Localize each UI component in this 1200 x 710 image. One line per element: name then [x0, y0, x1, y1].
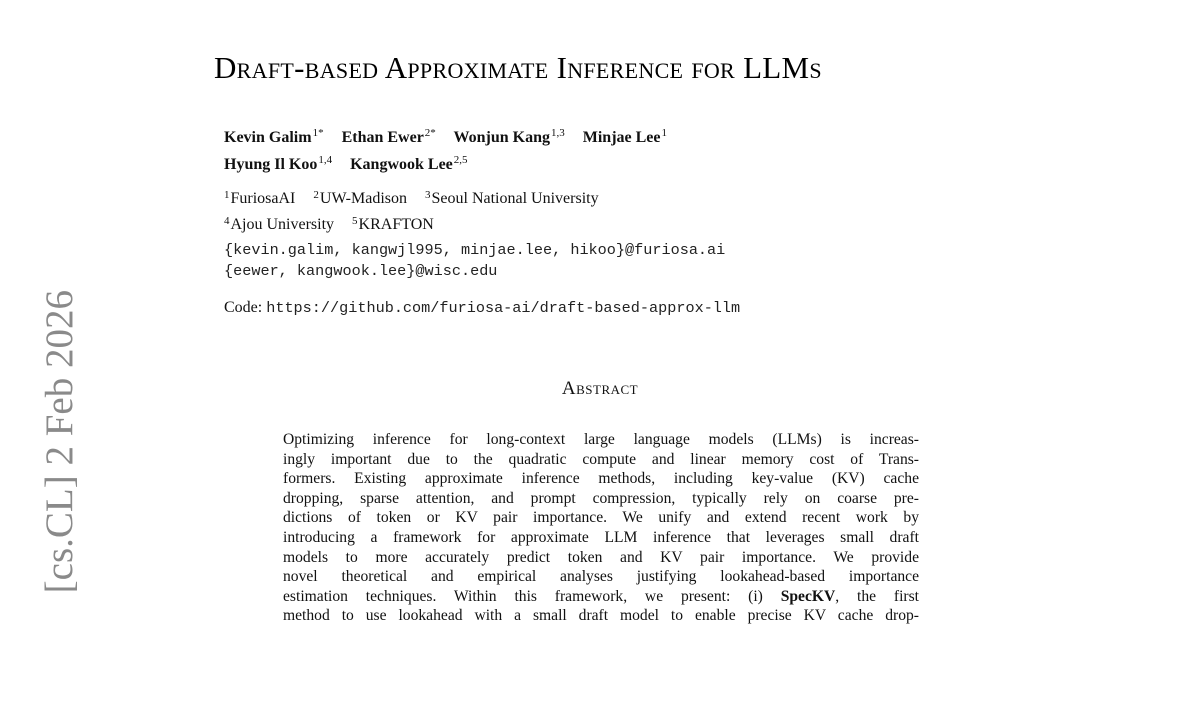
abstract-text — [283, 430, 919, 626]
code-line — [224, 299, 740, 317]
author-list — [224, 122, 681, 176]
affiliation-mark: 5 — [352, 215, 358, 227]
abstract-line: dropping, sparse attention, and prompt compression, typically rely on coarse pre- — [283, 489, 919, 507]
abstract-line-9-end: , the first — [835, 587, 919, 605]
affiliation — [352, 216, 434, 233]
author-affil-mark: 1* — [312, 127, 324, 139]
author-row-1 — [224, 122, 681, 149]
code-link[interactable]: https://github.com/furiosa-ai/draft-based-approx-llm — [266, 299, 741, 317]
affiliation-list — [224, 184, 613, 236]
affiliation — [313, 190, 407, 207]
author-affil-mark: 2,5 — [453, 154, 468, 166]
affiliation-mark: 2 — [313, 189, 319, 201]
affiliation-mark: 4 — [224, 215, 230, 227]
abstract-line: formers. Existing approximate inference methods, including key-value (KV) cache — [283, 470, 919, 488]
author — [583, 129, 667, 146]
email-line: {kevin.galim, kangwjl995, minjae.lee, hikoo}@furiosa.ai — [224, 241, 726, 259]
abstract-line: introducing a framework for approximate LLM inference that leverages small draft — [283, 528, 919, 546]
arxiv-stamp: [cs.CL] 2 Feb 2026 — [38, 290, 81, 594]
abstract-line: novel theoretical and empirical analyses justifying lookahead-based importance — [283, 568, 919, 586]
affiliation-row-1 — [224, 184, 613, 210]
affiliation — [425, 190, 599, 207]
abstract-line: dictions of token or KV pair importance. We unify and extend recent work by — [283, 509, 919, 527]
author-name: Wonjun Kang — [453, 129, 550, 146]
author — [224, 129, 324, 146]
email-block — [224, 240, 725, 282]
author-affil-mark: 1 — [661, 127, 667, 139]
author — [454, 129, 565, 146]
author-name: Kangwook Lee — [350, 156, 453, 173]
author-row-2 — [224, 149, 681, 176]
affiliation-name: Ajou University — [230, 216, 335, 233]
abstract-line-9 — [283, 587, 919, 607]
affiliation-name: Seoul National University — [431, 190, 599, 207]
author — [350, 156, 467, 173]
abstract-heading: Abstract — [561, 378, 639, 399]
affiliation-name: KRAFTON — [358, 216, 434, 233]
email-line: {eewer, kangwook.lee}@wisc.edu — [224, 262, 498, 280]
author-name: Ethan Ewer — [341, 129, 424, 146]
author-name: Hyung Il Koo — [224, 156, 318, 173]
affiliation-name: FuriosaAI — [230, 190, 296, 207]
affiliation-mark: 1 — [224, 189, 230, 201]
abstract-line: models to more accurately predict token and KV pair importance. We provide — [283, 548, 919, 566]
author-affil-mark: 2* — [424, 127, 436, 139]
author-affil-mark: 1,4 — [318, 154, 333, 166]
author-name: Minjae Lee — [582, 129, 661, 146]
author-affil-mark: 1,3 — [551, 127, 565, 139]
author-name: Kevin Galim — [224, 129, 312, 146]
affiliation — [224, 216, 334, 233]
abstract-line: Optimizing inference for long-context large language models (LLMs) is increas- — [283, 431, 919, 448]
abstract-line: method to use lookahead with a small draft model to enable precise KV cache drop- — [283, 607, 919, 625]
author — [224, 156, 332, 173]
author — [342, 129, 436, 146]
affiliation — [224, 190, 295, 207]
abstract-line: ingly important due to the quadratic compute and linear memory cost of Trans- — [283, 450, 919, 468]
abstract-line-9-start: estimation techniques. Within this framework, we present: (i) — [283, 587, 781, 605]
method-name-speckv: SpecKV — [780, 587, 836, 605]
affiliation-row-2 — [224, 210, 613, 236]
code-label: Code: — [224, 299, 263, 316]
affiliation-mark: 3 — [425, 189, 431, 201]
affiliation-name: UW-Madison — [319, 190, 407, 207]
paper-title: Draft-based Approximate Inference for LLMs — [214, 50, 822, 85]
